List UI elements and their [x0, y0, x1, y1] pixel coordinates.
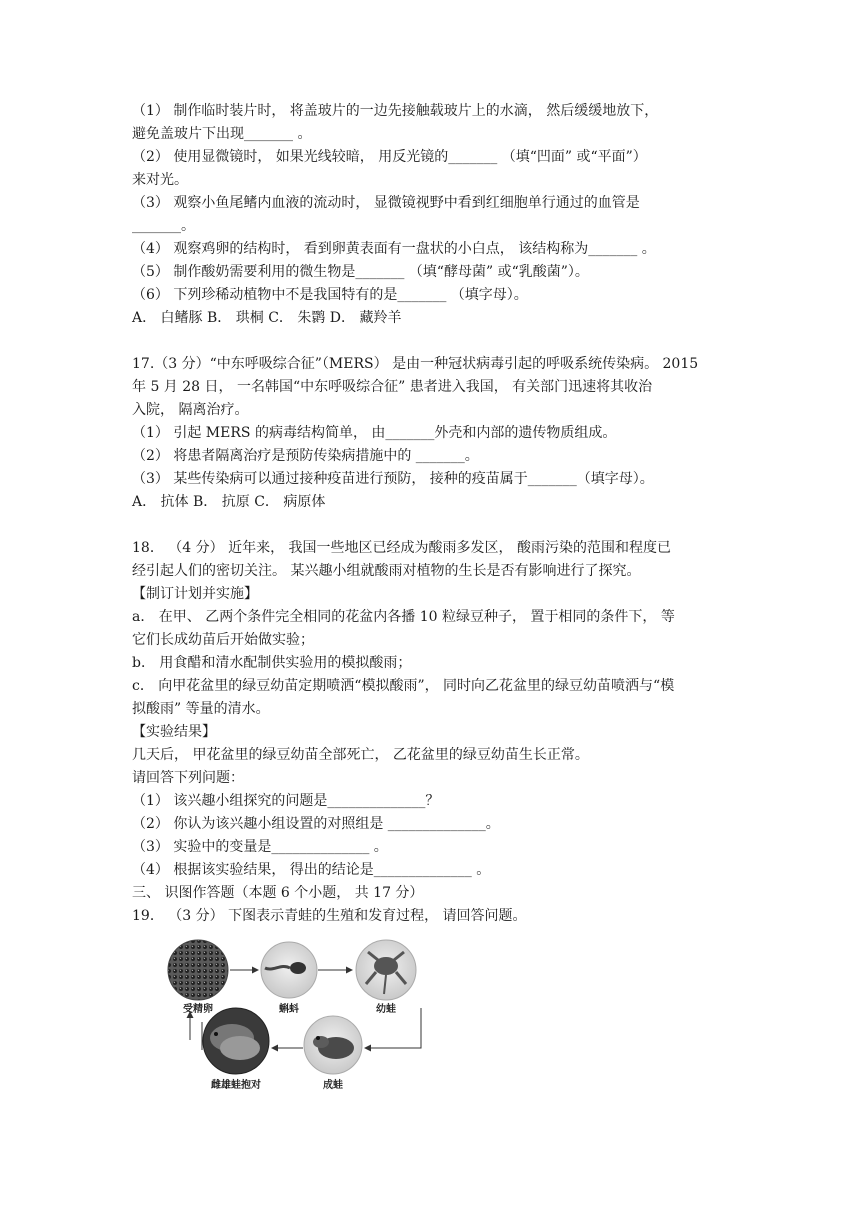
- q17-3: （3） 某些传染病可以通过接种疫苗进行预防， 接种的疫苗属于_______（填字母）。: [132, 471, 654, 487]
- q16-2-line1: （2） 使用显微镜时， 如果光线较暗， 用反光镜的_______ （填“凹面” 或“平面”）: [132, 149, 647, 165]
- q18-result-text: 几天后， 甲花盆里的绿豆幼苗全部死亡， 乙花盆里的绿豆幼苗生长正常。: [132, 747, 589, 763]
- q18-step-b: b． 用食醋和清水配制供实验用的模拟酸雨；: [132, 655, 412, 671]
- q18-4: （4） 根据该实验结果， 得出的结论是______________ 。: [132, 862, 491, 878]
- q16-5: （5） 制作酸奶需要利用的微生物是_______ （填“酵母菌” 或“乳酸菌”）。: [132, 264, 589, 280]
- q18-1: （1） 该兴趣小组探究的问题是______________？: [132, 793, 440, 809]
- spacer: [132, 514, 732, 537]
- label-tadpole: 蝌蚪: [279, 1004, 299, 1015]
- q18-step-c-line2: 拟酸雨” 等量的清水。: [132, 701, 270, 717]
- label-amplexus: 雌雄蛙抱对: [211, 1080, 261, 1091]
- q18-3: （3） 实验中的变量是______________ 。: [132, 839, 388, 855]
- adult-frog-image: [304, 1016, 362, 1074]
- q16-1-line2: 避免盖玻片下出现_______ 。: [132, 126, 312, 142]
- q18-step-c-line1: c． 向甲花盆里的绿豆幼苗定期喷洒“模拟酸雨”， 同时向乙花盆里的绿豆幼苗喷洒与“模: [132, 678, 675, 694]
- label-froglet: 幼蛙: [376, 1004, 396, 1015]
- q17-2: （2） 将患者隔离治疗是预防传染病措施中的 _______。: [132, 448, 479, 464]
- spacer: [132, 330, 732, 353]
- label-adult-frog: 成蛙: [323, 1080, 343, 1091]
- q17-stem-line3: 入院， 隔离治疗。: [132, 402, 249, 418]
- q16-3-line2: _______。: [132, 218, 195, 234]
- q16-4: （4） 观察鸡卵的结构时， 看到卵黄表面有一盘状的小白点， 该结构称为_______ 。: [132, 241, 656, 257]
- q17-stem-line1: 17.（3 分）“中东呼吸综合征”（MERS） 是由一种冠状病毒引起的呼吸系统传染病。 2015: [132, 356, 699, 372]
- q18-stem-line2: 经引起人们的密切关注。 某兴趣小组就酸雨对植物的生长是否有影响进行了探究。: [132, 563, 641, 579]
- q18-plan-heading: 【制订计划并实施】: [132, 586, 258, 602]
- q17-3-options: A． 抗体 B． 抗原 C． 病原体: [132, 494, 326, 510]
- section-3-heading: 三、 识图作答题（本题 6 个小题， 共 17 分）: [132, 885, 424, 901]
- q16-6: （6） 下列珍稀动植物中不是我国特有的是_______ （填字母）。: [132, 287, 528, 303]
- q16-1-line1: （1） 制作临时装片时， 将盖玻片的一边先接触载玻片上的水滴， 然后缓缓地放下，: [132, 103, 659, 119]
- q18-result-heading: 【实验结果】: [132, 724, 216, 740]
- q18-prompt: 请回答下列问题：: [132, 770, 244, 786]
- q16-2-line2: 来对光。: [132, 172, 188, 188]
- froglet-image: [356, 940, 416, 1000]
- amplexus-image: [203, 1008, 269, 1074]
- q17-stem-line2: 年 5 月 28 日， 一名韩国“中东呼吸综合征” 患者进入我国， 有关部门迅速将其收治: [132, 379, 653, 395]
- q18-stem-line1: 18． （4 分） 近年来， 我国一些地区已经成为酸雨多发区， 酸雨污染的范围和程度已: [132, 540, 671, 556]
- label-fertilized-egg: 受精卵: [183, 1004, 213, 1015]
- q18-2: （2） 你认为该兴趣小组设置的对照组是 ______________。: [132, 816, 500, 832]
- q19-stem: 19． （3 分） 下图表示青蛙的生殖和发育过程， 请回答问题。: [132, 908, 527, 924]
- frog-life-cycle-figure: [166, 938, 436, 1098]
- q17-1: （1） 引起 MERS 的病毒结构简单， 由_______外壳和内部的遗传物质组成。: [132, 425, 617, 441]
- q16-6-options: A． 白鳍豚 B． 珙桐 C． 朱鹮 D． 藏羚羊: [132, 310, 402, 326]
- q18-step-a-line1: a． 在甲、 乙两个条件完全相同的花盆内各播 10 粒绿豆种子， 置于相同的条件下， 等: [132, 609, 675, 625]
- question-page: [132, 100, 732, 928]
- q16-3-line1: （3） 观察小鱼尾鳍内血液的流动时， 显微镜视野中看到红细胞单行通过的血管是: [132, 195, 640, 211]
- fertilized-egg-image: [168, 940, 228, 1000]
- q18-step-a-line2: 它们长成幼苗后开始做实验；: [132, 632, 314, 648]
- tadpole-image: [261, 942, 317, 998]
